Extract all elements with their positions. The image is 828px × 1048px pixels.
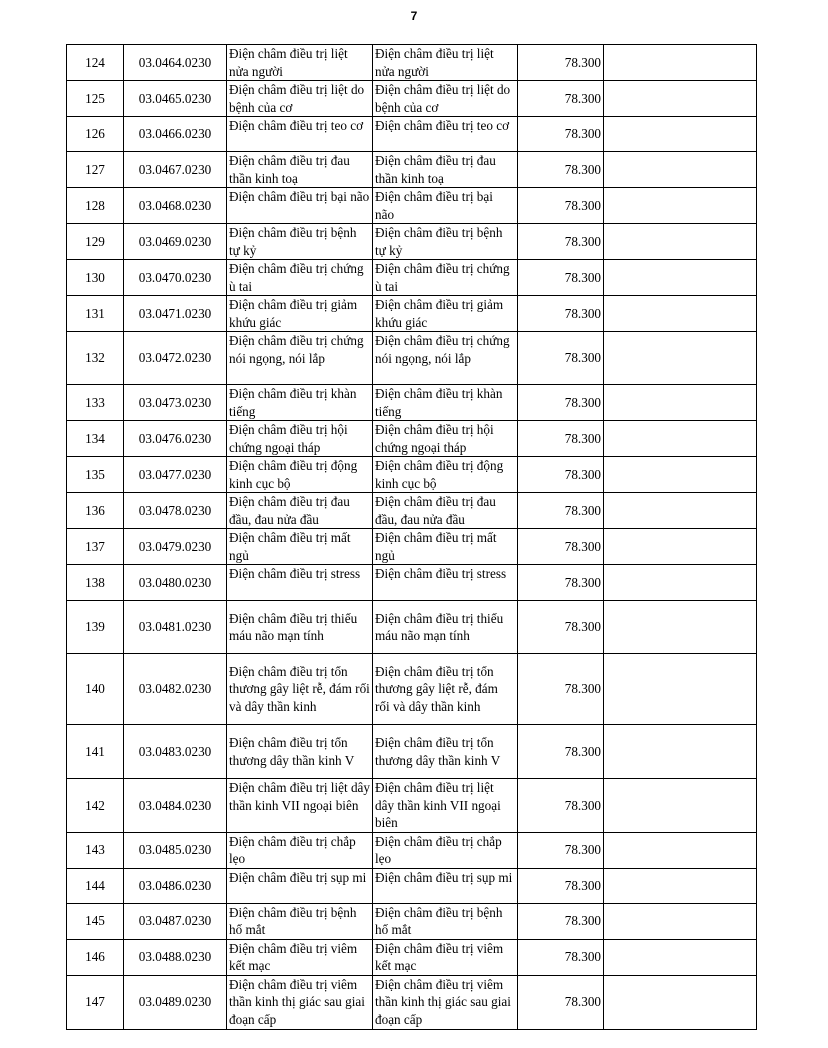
approved-name-cell: Điện châm điều trị liệt dây thần kinh VII ngoại biên [373,779,518,833]
table-row [67,975,757,1029]
stt-cell: 131 [67,296,124,332]
note-cell [604,296,757,332]
approved-name-cell: Điện châm điều trị giảm khứu giác [373,296,518,332]
service-name-cell: Điện châm điều trị thiếu máu não mạn tính [227,601,373,654]
code-cell: 03.0466.0230 [124,117,227,152]
note-cell [604,188,757,224]
note-cell [604,939,757,975]
code-cell: 03.0464.0230 [124,45,227,81]
code-cell: 03.0465.0230 [124,81,227,117]
stt-cell: 130 [67,260,124,296]
price-cell: 78.300 [518,529,604,565]
service-name-cell: Điện châm điều trị chứng nói ngọng, nói lắp [227,332,373,385]
note-cell [604,903,757,939]
price-cell: 78.300 [518,868,604,903]
service-name-cell: Điện châm điều trị chắp lẹo [227,832,373,868]
table-row [67,188,757,224]
code-cell: 03.0482.0230 [124,654,227,725]
note-cell [604,117,757,152]
price-cell: 78.300 [518,188,604,224]
stt-cell: 142 [67,779,124,833]
note-cell [604,260,757,296]
table-row [67,654,757,725]
code-cell: 03.0486.0230 [124,868,227,903]
note-cell [604,779,757,833]
price-table [66,44,757,1030]
service-name-cell: Điện châm điều trị đau đầu, đau nửa đầu [227,493,373,529]
stt-cell: 145 [67,903,124,939]
service-name-cell: Điện châm điều trị tổn thương gây liệt rễ, đám rối và dây thần kinh [227,654,373,725]
price-cell: 78.300 [518,779,604,833]
approved-name-cell: Điện châm điều trị stress [373,565,518,601]
table-row [67,529,757,565]
code-cell: 03.0478.0230 [124,493,227,529]
price-cell: 78.300 [518,903,604,939]
price-cell: 78.300 [518,975,604,1029]
note-cell [604,421,757,457]
stt-cell: 144 [67,868,124,903]
table-row [67,421,757,457]
note-cell [604,385,757,421]
price-cell: 78.300 [518,421,604,457]
note-cell [604,725,757,779]
price-cell: 78.300 [518,457,604,493]
note-cell [604,601,757,654]
price-cell: 78.300 [518,601,604,654]
approved-name-cell: Điện châm điều trị hội chứng ngoại tháp [373,421,518,457]
table-row [67,152,757,188]
service-name-cell: Điện châm điều trị sụp mi [227,868,373,903]
approved-name-cell: Điện châm điều trị đau đầu, đau nửa đầu [373,493,518,529]
price-cell: 78.300 [518,832,604,868]
table-row [67,493,757,529]
service-name-cell: Điện châm điều trị tổn thương dây thần kinh V [227,725,373,779]
price-cell: 78.300 [518,654,604,725]
price-cell: 78.300 [518,493,604,529]
table-row [67,832,757,868]
approved-name-cell: Điện châm điều trị sụp mi [373,868,518,903]
table-row [67,260,757,296]
stt-cell: 138 [67,565,124,601]
approved-name-cell: Điện châm điều trị tổn thương dây thần kinh V [373,725,518,779]
stt-cell: 143 [67,832,124,868]
price-cell: 78.300 [518,332,604,385]
table-row [67,385,757,421]
service-name-cell: Điện châm điều trị bệnh hố mắt [227,903,373,939]
stt-cell: 137 [67,529,124,565]
code-cell: 03.0468.0230 [124,188,227,224]
service-name-cell: Điện châm điều trị đau thần kinh toạ [227,152,373,188]
table-body [67,45,757,1030]
approved-name-cell: Điện châm điều trị khàn tiếng [373,385,518,421]
stt-cell: 132 [67,332,124,385]
code-cell: 03.0485.0230 [124,832,227,868]
approved-name-cell: Điện châm điều trị chắp lẹo [373,832,518,868]
table-row [67,601,757,654]
approved-name-cell: Điện châm điều trị viêm thần kinh thị giác sau giai đoạn cấp [373,975,518,1029]
approved-name-cell: Điện châm điều trị liệt do bệnh của cơ [373,81,518,117]
service-name-cell: Điện châm điều trị hội chứng ngoại tháp [227,421,373,457]
approved-name-cell: Điện châm điều trị động kinh cục bộ [373,457,518,493]
approved-name-cell: Điện châm điều trị chứng nói ngọng, nói lắp [373,332,518,385]
table-row [67,903,757,939]
stt-cell: 136 [67,493,124,529]
approved-name-cell: Điện châm điều trị chứng ù tai [373,260,518,296]
note-cell [604,832,757,868]
approved-name-cell: Điện châm điều trị viêm kết mạc [373,939,518,975]
code-cell: 03.0484.0230 [124,779,227,833]
approved-name-cell: Điện châm điều trị đau thần kinh toạ [373,152,518,188]
note-cell [604,868,757,903]
stt-cell: 127 [67,152,124,188]
table-row [67,868,757,903]
price-cell: 78.300 [518,81,604,117]
stt-cell: 124 [67,45,124,81]
stt-cell: 129 [67,224,124,260]
stt-cell: 126 [67,117,124,152]
service-name-cell: Điện châm điều trị động kinh cục bộ [227,457,373,493]
code-cell: 03.0476.0230 [124,421,227,457]
approved-name-cell: Điện châm điều trị liệt nửa người [373,45,518,81]
price-cell: 78.300 [518,385,604,421]
table-row [67,81,757,117]
code-cell: 03.0473.0230 [124,385,227,421]
price-cell: 78.300 [518,117,604,152]
code-cell: 03.0477.0230 [124,457,227,493]
code-cell: 03.0481.0230 [124,601,227,654]
note-cell [604,975,757,1029]
code-cell: 03.0480.0230 [124,565,227,601]
price-cell: 78.300 [518,260,604,296]
page-number: 7 [410,9,418,23]
approved-name-cell: Điện châm điều trị mất ngủ [373,529,518,565]
note-cell [604,81,757,117]
table-row [67,117,757,152]
table-row [67,457,757,493]
table-row [67,296,757,332]
stt-cell: 133 [67,385,124,421]
service-name-cell: Điện châm điều trị bại não [227,188,373,224]
service-name-cell: Điện châm điều trị viêm thần kinh thị giác sau giai đoạn cấp [227,975,373,1029]
code-cell: 03.0472.0230 [124,332,227,385]
stt-cell: 146 [67,939,124,975]
stt-cell: 125 [67,81,124,117]
code-cell: 03.0470.0230 [124,260,227,296]
approved-name-cell: Điện châm điều trị bệnh hố mắt [373,903,518,939]
code-cell: 03.0483.0230 [124,725,227,779]
service-name-cell: Điện châm điều trị liệt do bệnh của cơ [227,81,373,117]
code-cell: 03.0471.0230 [124,296,227,332]
approved-name-cell: Điện châm điều trị bại não [373,188,518,224]
code-cell: 03.0488.0230 [124,939,227,975]
note-cell [604,457,757,493]
approved-name-cell: Điện châm điều trị tổn thương gây liệt rễ, đám rối và dây thần kinh [373,654,518,725]
price-cell: 78.300 [518,939,604,975]
note-cell [604,152,757,188]
service-name-cell: Điện châm điều trị viêm kết mạc [227,939,373,975]
table-row [67,45,757,81]
stt-cell: 128 [67,188,124,224]
note-cell [604,654,757,725]
code-cell: 03.0489.0230 [124,975,227,1029]
stt-cell: 139 [67,601,124,654]
price-cell: 78.300 [518,152,604,188]
service-name-cell: Điện châm điều trị khàn tiếng [227,385,373,421]
note-cell [604,565,757,601]
approved-name-cell: Điện châm điều trị bệnh tự kỷ [373,224,518,260]
service-name-cell: Điện châm điều trị liệt dây thần kinh VII ngoại biên [227,779,373,833]
note-cell [604,45,757,81]
code-cell: 03.0467.0230 [124,152,227,188]
price-cell: 78.300 [518,45,604,81]
service-name-cell: Điện châm điều trị giảm khứu giác [227,296,373,332]
stt-cell: 135 [67,457,124,493]
note-cell [604,224,757,260]
price-cell: 78.300 [518,224,604,260]
service-name-cell: Điện châm điều trị teo cơ [227,117,373,152]
table-row [67,939,757,975]
service-name-cell: Điện châm điều trị chứng ù tai [227,260,373,296]
table-row [67,779,757,833]
service-name-cell: Điện châm điều trị liệt nửa người [227,45,373,81]
stt-cell: 147 [67,975,124,1029]
note-cell [604,529,757,565]
code-cell: 03.0487.0230 [124,903,227,939]
table-row [67,224,757,260]
table-row [67,565,757,601]
approved-name-cell: Điện châm điều trị thiếu máu não mạn tính [373,601,518,654]
stt-cell: 134 [67,421,124,457]
note-cell [604,332,757,385]
service-name-cell: Điện châm điều trị bệnh tự kỷ [227,224,373,260]
service-name-cell: Điện châm điều trị stress [227,565,373,601]
table-row [67,725,757,779]
price-cell: 78.300 [518,565,604,601]
stt-cell: 140 [67,654,124,725]
approved-name-cell: Điện châm điều trị teo cơ [373,117,518,152]
note-cell [604,493,757,529]
stt-cell: 141 [67,725,124,779]
price-cell: 78.300 [518,725,604,779]
table-row [67,332,757,385]
price-cell: 78.300 [518,296,604,332]
code-cell: 03.0469.0230 [124,224,227,260]
code-cell: 03.0479.0230 [124,529,227,565]
service-name-cell: Điện châm điều trị mất ngủ [227,529,373,565]
